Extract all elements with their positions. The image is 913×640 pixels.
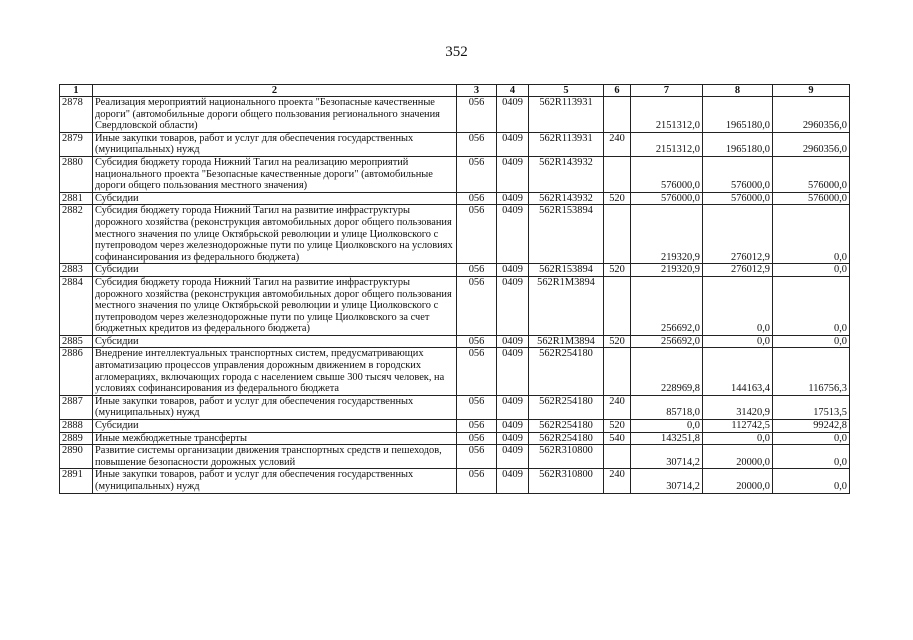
table-row	[60, 335, 850, 348]
row-target-code: 562R143932	[529, 156, 604, 192]
row-expense-type	[604, 445, 631, 469]
row-ministry-code: 056	[457, 97, 497, 133]
header-col-9: 9	[773, 85, 850, 97]
row-amount-1: 30714,2	[631, 469, 703, 493]
row-section-code: 0409	[497, 348, 529, 395]
row-ministry-code: 056	[457, 156, 497, 192]
row-amount-3: 0,0	[773, 264, 850, 277]
row-target-code: 562R310800	[529, 469, 604, 493]
row-amount-1: 85718,0	[631, 395, 703, 419]
row-description: Иные закупки товаров, работ и услуг для обеспечения государственных (муниципальных) нужд	[93, 469, 457, 493]
row-number: 2880	[60, 156, 93, 192]
row-description: Иные закупки товаров, работ и услуг для обеспечения государственных (муниципальных) нужд	[93, 395, 457, 419]
row-amount-3: 2960356,0	[773, 97, 850, 133]
table-row	[60, 420, 850, 433]
row-target-code: 562R153894	[529, 264, 604, 277]
row-target-code: 562R254180	[529, 348, 604, 395]
row-amount-2: 0,0	[703, 276, 773, 335]
row-ministry-code: 056	[457, 432, 497, 445]
row-amount-2: 112742,5	[703, 420, 773, 433]
row-number: 2878	[60, 97, 93, 133]
row-description: Субсидии	[93, 420, 457, 433]
row-target-code: 562R254180	[529, 432, 604, 445]
row-amount-3: 0,0	[773, 445, 850, 469]
row-description: Субсидия бюджету города Нижний Тагил на развитие инфраструктуры дорожного хозяйства (реконструкция автомобильных дорог общего пользования местного значения по улице Октябрьской революции и улице Циолковского с путепроводом через железнодорожные пути по улице Циолковского на условиях софинансирования из федерального бюджета)	[93, 205, 457, 264]
header-row	[60, 85, 850, 97]
table-row	[60, 156, 850, 192]
header-col-7: 7	[631, 85, 703, 97]
row-description: Субсидия бюджету города Нижний Тагил на реализацию мероприятий национального проекта "Безопасные качественные дороги" (автомобильные дороги общего пользования местного значения)	[93, 156, 457, 192]
table-row	[60, 469, 850, 493]
row-ministry-code: 056	[457, 395, 497, 419]
row-target-code: 562R153894	[529, 205, 604, 264]
row-ministry-code: 056	[457, 348, 497, 395]
row-amount-2: 0,0	[703, 335, 773, 348]
row-amount-3: 17513,5	[773, 395, 850, 419]
row-number: 2879	[60, 132, 93, 156]
row-ministry-code: 056	[457, 205, 497, 264]
row-expense-type: 520	[604, 420, 631, 433]
row-amount-3: 2960356,0	[773, 132, 850, 156]
row-amount-2: 576000,0	[703, 192, 773, 205]
row-target-code: 562R113931	[529, 97, 604, 133]
row-amount-3: 0,0	[773, 432, 850, 445]
row-amount-1: 2151312,0	[631, 132, 703, 156]
row-ministry-code: 056	[457, 132, 497, 156]
table-row	[60, 205, 850, 264]
row-amount-1: 219320,9	[631, 264, 703, 277]
table-row	[60, 132, 850, 156]
row-section-code: 0409	[497, 156, 529, 192]
row-number: 2890	[60, 445, 93, 469]
row-ministry-code: 056	[457, 264, 497, 277]
row-amount-2: 276012,9	[703, 205, 773, 264]
row-expense-type: 520	[604, 192, 631, 205]
row-expense-type: 240	[604, 132, 631, 156]
row-amount-2: 20000,0	[703, 445, 773, 469]
row-target-code: 562R310800	[529, 445, 604, 469]
header-col-8: 8	[703, 85, 773, 97]
row-amount-1: 576000,0	[631, 192, 703, 205]
row-number: 2886	[60, 348, 93, 395]
budget-table	[59, 84, 850, 494]
table-row	[60, 395, 850, 419]
row-expense-type: 540	[604, 432, 631, 445]
row-section-code: 0409	[497, 335, 529, 348]
row-description: Субсидия бюджету города Нижний Тагил на развитие инфраструктуры дорожного хозяйства (реконструкция автомобильных дорог общего пользования местного значения по улице Октябрьской революции и улице Циолковского с путепроводом через железнодорожные пути по улице Циолковского за счет бюджетных кредитов из федерального бюджета)	[93, 276, 457, 335]
row-amount-3: 99242,8	[773, 420, 850, 433]
row-expense-type: 520	[604, 264, 631, 277]
row-amount-1: 256692,0	[631, 335, 703, 348]
row-description: Субсидии	[93, 335, 457, 348]
row-amount-1: 219320,9	[631, 205, 703, 264]
row-target-code: 562R254180	[529, 420, 604, 433]
row-amount-1: 0,0	[631, 420, 703, 433]
table-row	[60, 445, 850, 469]
table-header	[60, 85, 850, 97]
row-amount-3: 0,0	[773, 335, 850, 348]
header-col-5: 5	[529, 85, 604, 97]
row-number: 2888	[60, 420, 93, 433]
row-amount-1: 143251,8	[631, 432, 703, 445]
row-section-code: 0409	[497, 432, 529, 445]
row-target-code: 562R1M3894	[529, 335, 604, 348]
page-number: 352	[445, 44, 468, 60]
row-section-code: 0409	[497, 276, 529, 335]
row-target-code: 562R143932	[529, 192, 604, 205]
row-amount-3: 0,0	[773, 276, 850, 335]
row-ministry-code: 056	[457, 335, 497, 348]
row-description: Внедрение интеллектуальных транспортных систем, предусматривающих автоматизацию процессов управления дорожным движением в городских агломерациях, включающих города с населением свыше 300 тысяч человек, на условиях софинансирования из федерального бюджета	[93, 348, 457, 395]
row-expense-type: 240	[604, 469, 631, 493]
row-description: Субсидии	[93, 192, 457, 205]
row-amount-1: 30714,2	[631, 445, 703, 469]
row-section-code: 0409	[497, 192, 529, 205]
row-amount-2: 20000,0	[703, 469, 773, 493]
row-number: 2885	[60, 335, 93, 348]
row-description: Иные межбюджетные трансферты	[93, 432, 457, 445]
header-col-1: 1	[60, 85, 93, 97]
row-amount-1: 576000,0	[631, 156, 703, 192]
header-col-2: 2	[93, 85, 457, 97]
row-number: 2889	[60, 432, 93, 445]
row-amount-3: 0,0	[773, 205, 850, 264]
row-number: 2891	[60, 469, 93, 493]
table-row	[60, 276, 850, 335]
row-number: 2887	[60, 395, 93, 419]
row-ministry-code: 056	[457, 192, 497, 205]
table-row	[60, 432, 850, 445]
row-section-code: 0409	[497, 205, 529, 264]
row-ministry-code: 056	[457, 276, 497, 335]
row-amount-2: 0,0	[703, 432, 773, 445]
row-amount-1: 256692,0	[631, 276, 703, 335]
row-section-code: 0409	[497, 132, 529, 156]
header-col-6: 6	[604, 85, 631, 97]
table-body	[60, 97, 850, 494]
row-expense-type	[604, 205, 631, 264]
row-target-code: 562R113931	[529, 132, 604, 156]
row-number: 2881	[60, 192, 93, 205]
row-number: 2884	[60, 276, 93, 335]
row-section-code: 0409	[497, 420, 529, 433]
row-ministry-code: 056	[457, 469, 497, 493]
row-section-code: 0409	[497, 97, 529, 133]
row-expense-type: 520	[604, 335, 631, 348]
row-amount-3: 116756,3	[773, 348, 850, 395]
row-number: 2882	[60, 205, 93, 264]
table-row	[60, 97, 850, 133]
row-amount-3: 576000,0	[773, 156, 850, 192]
header-col-3: 3	[457, 85, 497, 97]
row-amount-1: 2151312,0	[631, 97, 703, 133]
row-expense-type	[604, 276, 631, 335]
row-expense-type	[604, 348, 631, 395]
row-amount-2: 1965180,0	[703, 132, 773, 156]
row-description: Субсидии	[93, 264, 457, 277]
row-expense-type	[604, 97, 631, 133]
row-description: Иные закупки товаров, работ и услуг для обеспечения государственных (муниципальных) нужд	[93, 132, 457, 156]
row-number: 2883	[60, 264, 93, 277]
row-description: Развитие системы организации движения транспортных средств и пешеходов, повышение безопасности дорожных условий	[93, 445, 457, 469]
row-description: Реализация мероприятий национального проекта "Безопасные качественные дороги" (автомобильные дороги общего пользования регионального значения Свердловской области)	[93, 97, 457, 133]
row-amount-2: 144163,4	[703, 348, 773, 395]
row-section-code: 0409	[497, 469, 529, 493]
row-target-code: 562R254180	[529, 395, 604, 419]
row-amount-3: 576000,0	[773, 192, 850, 205]
row-section-code: 0409	[497, 395, 529, 419]
row-expense-type: 240	[604, 395, 631, 419]
row-ministry-code: 056	[457, 420, 497, 433]
row-section-code: 0409	[497, 445, 529, 469]
row-section-code: 0409	[497, 264, 529, 277]
row-expense-type	[604, 156, 631, 192]
table-row	[60, 192, 850, 205]
row-amount-2: 31420,9	[703, 395, 773, 419]
table-row	[60, 348, 850, 395]
row-amount-3: 0,0	[773, 469, 850, 493]
row-amount-1: 228969,8	[631, 348, 703, 395]
row-amount-2: 276012,9	[703, 264, 773, 277]
row-amount-2: 1965180,0	[703, 97, 773, 133]
header-col-4: 4	[497, 85, 529, 97]
row-ministry-code: 056	[457, 445, 497, 469]
row-target-code: 562R1M3894	[529, 276, 604, 335]
table-row	[60, 264, 850, 277]
row-amount-2: 576000,0	[703, 156, 773, 192]
